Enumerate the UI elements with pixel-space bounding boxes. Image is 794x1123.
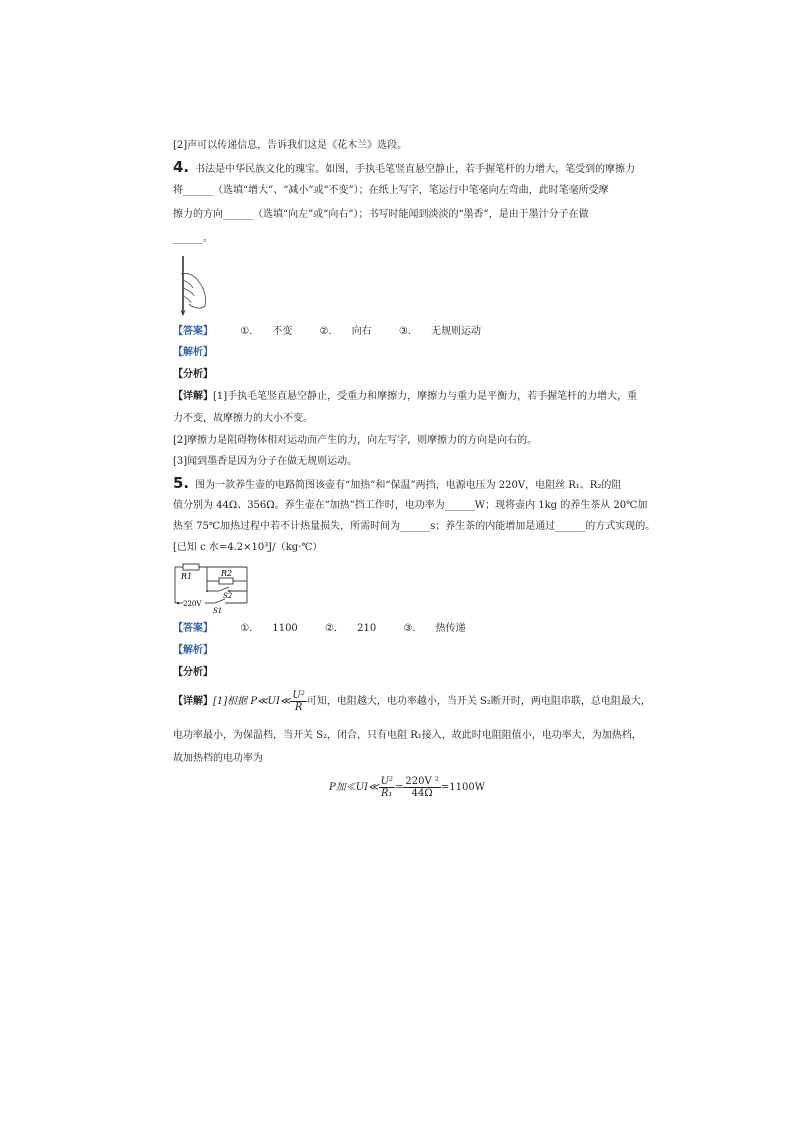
answer-marker: ①． bbox=[240, 326, 260, 337]
answer-marker: ③． bbox=[398, 326, 418, 337]
answer-marker: ①． bbox=[240, 623, 260, 634]
label-s1: S1 bbox=[213, 607, 223, 615]
answer-value: 向右 bbox=[351, 326, 372, 337]
power-formula bbox=[329, 776, 485, 799]
answer-marker: ②． bbox=[324, 623, 344, 634]
formula-inline: [1]根据 P≪UI≪ bbox=[213, 696, 291, 707]
answer-tag: 【答案】 bbox=[173, 326, 213, 337]
fraction-denominator: R bbox=[294, 702, 303, 713]
answer-value: 1100 bbox=[272, 623, 298, 634]
analysis-sub bbox=[173, 368, 213, 382]
question-4-line-3: 擦力的方向______（选填“向左”或“向右”）；书写时能闻到淡淡的“墨香”，是由于墨汁分子在做 bbox=[173, 209, 589, 220]
detail-line-1 bbox=[173, 390, 637, 404]
detail-line-3: 故加热档的电功率为 bbox=[173, 753, 263, 764]
detail-line-2: 力不变，故摩擦力的大小不变。 bbox=[173, 413, 313, 424]
text-line: [2]声可以传递信息，告诉我们这是《花木兰》选段。 bbox=[173, 140, 408, 151]
fraction-numerator: U² bbox=[292, 690, 305, 701]
fraction bbox=[403, 776, 441, 799]
circuit-diagram bbox=[171, 561, 255, 615]
question-number: 4. bbox=[173, 158, 190, 176]
question-5-line-1 bbox=[173, 476, 621, 493]
question-number: 5. bbox=[173, 474, 190, 492]
fenxi-label: 【分析】 bbox=[173, 667, 213, 678]
answer-value: 210 bbox=[357, 623, 377, 634]
jiexi-label: 【解析】 bbox=[173, 645, 213, 656]
answer-tag: 【答案】 bbox=[173, 623, 213, 634]
answer-value: 无规则运动 bbox=[431, 326, 482, 337]
detail-line-2: 电功率最小，为保温档，当开关 S₂，闭合，只有电阻 R₁接入，故此时电阻阻值小，电功率大，为加热档， bbox=[173, 730, 642, 741]
question-text: 图为一款养生壶的电路简图该壶有“加热”和“保温”两挡，电源电压为 220V，电阻丝 R₁、R₂的阻 bbox=[195, 480, 622, 491]
detail-line-3: [2]摩擦力是阻碍物体相对运动而产生的力，向左写字，则摩擦力的方向是向右的。 bbox=[173, 435, 538, 446]
answer-row-q5 bbox=[173, 622, 466, 636]
question-4-line-4: ______。 bbox=[173, 233, 213, 244]
label-r2: R2 bbox=[221, 569, 233, 578]
jiexi-label: 【解析】 bbox=[173, 347, 213, 358]
question-4-line-1 bbox=[173, 160, 635, 177]
formula-lhs: P加≪UI≪ bbox=[329, 782, 379, 793]
detail-tag: 【详解】 bbox=[173, 391, 213, 402]
analysis-tag bbox=[173, 644, 213, 658]
answer-row-q4 bbox=[173, 325, 481, 339]
question-text: 书法是中华民族文化的瑰宝。如图，手执毛笔竖直悬空静止，若手握笔杆的力增大，笔受到的摩擦力 bbox=[195, 164, 636, 175]
analysis-sub bbox=[173, 666, 213, 680]
detail-line-1 bbox=[173, 690, 651, 714]
detail-tag: 【详解】 bbox=[173, 696, 213, 707]
answer-marker: ②． bbox=[319, 326, 339, 337]
answer-value: 热传递 bbox=[435, 623, 466, 634]
label-voltage: 220V bbox=[183, 600, 202, 608]
fenxi-label: 【分析】 bbox=[173, 369, 213, 380]
question-5-line-4: [已知 c 水=4.2×10³J/（kg·℃） bbox=[173, 542, 323, 553]
fraction bbox=[290, 690, 306, 713]
answer-marker: ③． bbox=[403, 623, 423, 634]
fraction-denominator: R₁ bbox=[381, 788, 393, 799]
fraction-numerator: 220V ² bbox=[405, 776, 439, 787]
label-r1: R1 bbox=[181, 572, 193, 581]
detail-line-4: [3]闻到墨香是因为分子在做无规则运动。 bbox=[173, 456, 358, 467]
question-4-line-2: 将______（选填“增大”、“减小”或“不变”）；在纸上写字，笔运行中笔毫向左弯曲，此时笔毫所受摩 bbox=[173, 185, 609, 196]
label-s2: S2 bbox=[223, 592, 233, 600]
equals-sign: = bbox=[395, 782, 404, 793]
question-5-line-3: 热至 75℃加热过程中若不计热量损失，所需时间为______s；养生茶的内能增加是通过______的方式实现的。 bbox=[173, 521, 656, 532]
question-5-line-2: 值分别为 44Ω、356Ω。养生壶在“加热”挡工作时，电功率为______W；现将壶内 1kg 的养生茶从 20℃加 bbox=[173, 500, 648, 511]
detail-text: [1]手执毛笔竖直悬空静止，受重力和摩擦力，摩擦力与重力是平衡力，若手握笔杆的力增大，重 bbox=[213, 391, 638, 402]
fraction bbox=[379, 776, 395, 799]
fraction-numerator: U² bbox=[380, 776, 394, 787]
detail-text: 可知，电阻越大，电功率越小，当开关 S₂断开时，两电阻串联，总电阻最大， bbox=[306, 696, 651, 707]
analysis-tag bbox=[173, 346, 213, 360]
formula-result: =1100W bbox=[440, 782, 486, 793]
brush-hand-figure bbox=[171, 254, 211, 316]
fraction-denominator: 44Ω bbox=[411, 788, 433, 799]
answer-value: 不变 bbox=[272, 326, 293, 337]
